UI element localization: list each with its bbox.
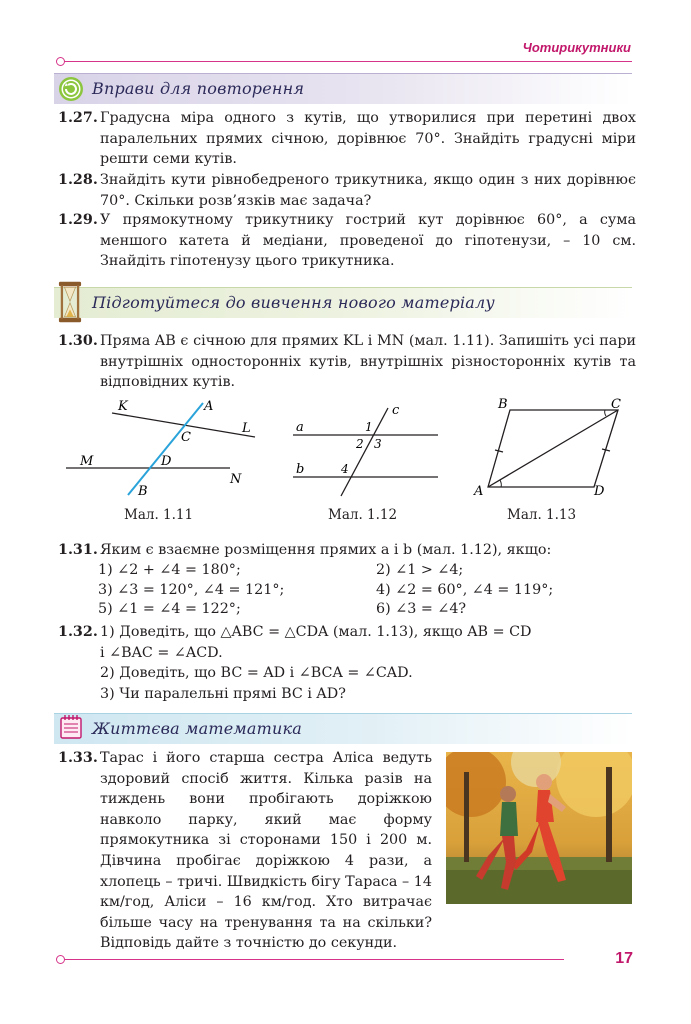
notepad-icon	[58, 714, 84, 740]
problem-1-31	[58, 540, 636, 561]
chapter-title: Чотирикутники	[522, 40, 631, 55]
header-rule	[64, 61, 632, 62]
label-c: C	[611, 397, 621, 412]
label-2: 2	[356, 437, 364, 451]
problem-number: 1.30.	[58, 333, 98, 349]
label-l: L	[242, 421, 251, 436]
problem-line-1: 1) Доведіть, що △ABC = △CDA (мал. 1.13), якщо AB = CD	[100, 624, 532, 640]
section-title: Життєва математика	[92, 719, 302, 738]
label-d: D	[594, 484, 605, 499]
figure-1-12	[288, 400, 444, 500]
footer-rule	[64, 959, 564, 960]
figure-caption: Мал. 1.11	[124, 507, 194, 523]
section-title: Вправи для повторення	[92, 79, 305, 98]
problem-text: Тарас і його старша сестра Аліса ведуть здоровий спосіб життя. Кілька разів на тиждень вони пробігають доріжкою навколо парку, який має форму прямокутника зі сторонами 150 і 200 м. Дівчина пробігає доріжкою 4 рази, а хлопець – тричі. Швидкість бігу Тараса – 14 км/год, Аліси – 16 км/год. Хто витрачає більше часу на тренування та на скільки? Відповідь дайте з точністю до секунди.	[100, 750, 432, 952]
label-b: B	[138, 484, 148, 499]
label-b: b	[296, 462, 305, 477]
section-title: Підготуйтеся до вивчення нового матеріалу	[92, 293, 495, 312]
problem-number: 1.29.	[58, 212, 98, 228]
problem-text: Яким є взаємне розміщення прямих a і b (мал. 1.12), якщо:	[100, 542, 552, 558]
label-c: C	[181, 430, 191, 445]
condition-3: 3) ∠3 = 120°, ∠4 = 121°;	[98, 582, 285, 598]
page-number: 17	[615, 950, 633, 967]
problem-1-29	[58, 210, 636, 272]
problem-1-28	[58, 170, 636, 211]
condition-4: 4) ∠2 = 60°, ∠4 = 119°;	[376, 582, 554, 598]
problem-line-4: 3) Чи паралельні прямі BC і AD?	[100, 685, 346, 702]
figure-caption: Мал. 1.12	[328, 507, 398, 523]
label-b: B	[498, 397, 508, 412]
problem-text: Пряма AB є січною для прямих KL і MN (мал. 1.11). Запишіть усі пари внутрішніх односторонніх кутів, внутрішніх різносторонніх кутів та відповідних кутів.	[100, 333, 636, 390]
condition-2: 2) ∠1 > ∠4;	[376, 562, 464, 578]
condition-6: 6) ∠3 = ∠4?	[376, 601, 467, 617]
hourglass-icon	[58, 280, 82, 324]
line-ab	[128, 403, 203, 495]
problem-text: Знайдіть кути рівнобедреного трикутника, якщо один з них дорівнює 70°. Скільки розв’язків має задача?	[100, 172, 636, 209]
problem-number: 1.33.	[58, 750, 98, 766]
label-a: A	[204, 399, 214, 414]
label-m: M	[80, 454, 94, 469]
problem-number: 1.32.	[58, 624, 98, 640]
label-3: 3	[374, 437, 382, 451]
label-k: K	[118, 399, 128, 414]
problem-number: 1.31.	[58, 542, 98, 558]
label-n: N	[230, 472, 242, 487]
problem-1-27	[58, 108, 636, 170]
label-1: 1	[365, 420, 373, 434]
problem-number: 1.27.	[58, 110, 98, 126]
problem-1-30	[58, 331, 636, 393]
condition-1: 1) ∠2 + ∠4 = 180°;	[98, 562, 241, 578]
section-banner-review	[54, 73, 632, 104]
figure-1-13	[470, 394, 630, 502]
section-banner-life	[54, 713, 632, 744]
angle-arc-a	[500, 480, 501, 487]
diagonal-ac	[488, 410, 618, 487]
refresh-icon	[58, 76, 84, 102]
problem-1-32	[58, 622, 636, 704]
label-4: 4	[341, 462, 349, 476]
label-c: c	[392, 403, 400, 418]
problem-text: Градусна міра одного з кутів, що утворилися при перетині двох паралельних прямих січною, дорівнює 70°. Знайдіть градусні міри решти семи кутів.	[100, 110, 636, 167]
section-banner-prepare	[54, 287, 632, 318]
problem-number: 1.28.	[58, 172, 98, 188]
problem-line-3: 2) Доведіть, що BC = AD і ∠BCA = ∠CAD.	[100, 665, 413, 681]
runners-photo	[446, 752, 632, 904]
condition-5: 5) ∠1 = ∠4 = 122°;	[98, 601, 241, 617]
label-a: a	[296, 420, 304, 435]
figure-1-11	[60, 394, 270, 502]
angle-arc-c	[605, 410, 606, 416]
label-a: A	[474, 484, 484, 499]
problem-1-33	[58, 748, 432, 954]
figure-caption: Мал. 1.13	[507, 507, 577, 523]
problem-text: У прямокутному трикутнику гострий кут дорівнює 60°, а сума меншого катета й медіани, проведеної до гіпотенузи, – 10 см. Знайдіть гіпотенузу цього трикутника.	[100, 212, 636, 269]
problem-line-2: і ∠BAC = ∠ACD.	[100, 644, 223, 661]
label-d: D	[161, 454, 172, 469]
